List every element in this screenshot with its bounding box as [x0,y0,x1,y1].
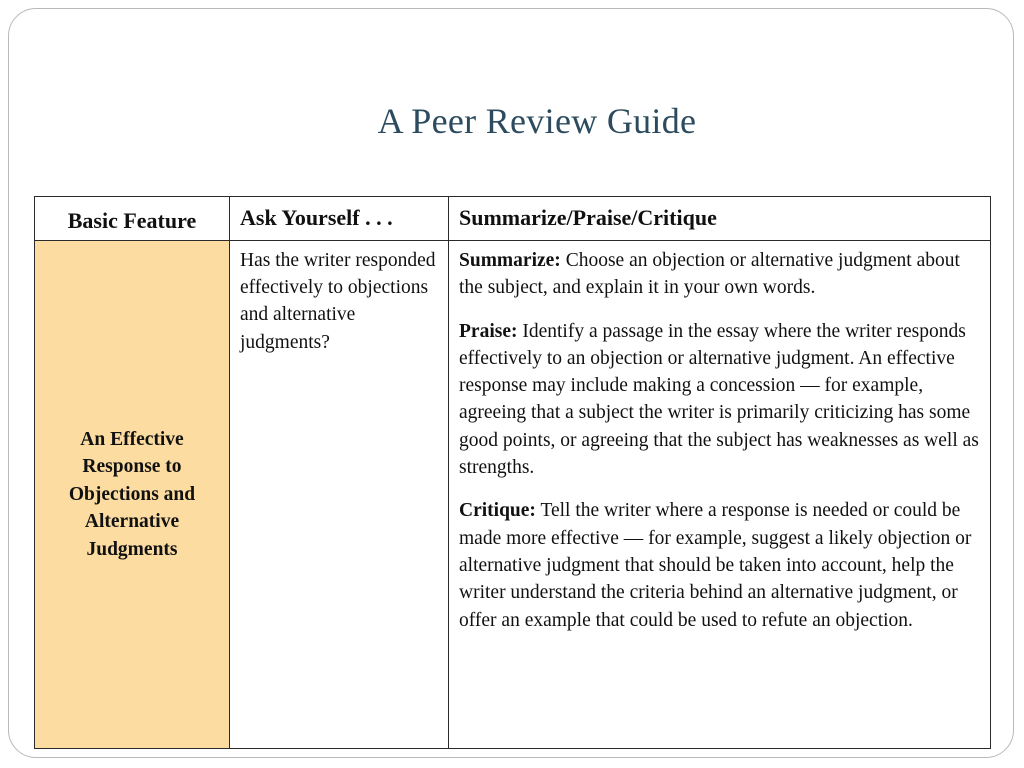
praise-paragraph [459,318,982,482]
summarize-paragraph [459,247,982,302]
critique-text: Tell the writer where a response is needed or could be made more effective — for example, suggest a likely objection or alternative judgment that should be taken into account, help the writer understand the criteria behind an alternative judgment, or offer an example that could be used to refute an objection. [459,500,972,631]
ask-yourself-cell: Has the writer responded effectively to objections and alternative judgments? [230,241,449,749]
header-basic-feature: Basic Feature [35,197,230,241]
praise-label: Praise: [459,320,518,342]
table-row [35,241,991,749]
table-header-row [35,197,991,241]
summarize-text: Choose an objection or alternative judgment about the subject, and explain it in your own words. [459,250,960,299]
summarize-label: Summarize: [459,250,561,271]
header-ask-yourself: Ask Yourself . . . [230,197,449,241]
critique-label: Critique: [459,500,536,522]
praise-text: Identify a passage in the essay where the writer responds effectively to an objection or alternative judgment. An effective response may include making a concession — for example, agreeing that a subject the writer is primarily criticizing has some good points, or agreeing that the subject has weaknesses as well as strengths. [459,320,979,479]
summarize-praise-critique-cell [449,241,991,749]
page-title: A Peer Review Guide [377,101,697,141]
header-summarize-praise-critique: Summarize/Praise/Critique [449,197,991,241]
basic-feature-cell: An Effective Response to Objections and Alternative Judgments [35,241,230,749]
peer-review-table [34,196,991,749]
critique-paragraph [459,497,982,633]
